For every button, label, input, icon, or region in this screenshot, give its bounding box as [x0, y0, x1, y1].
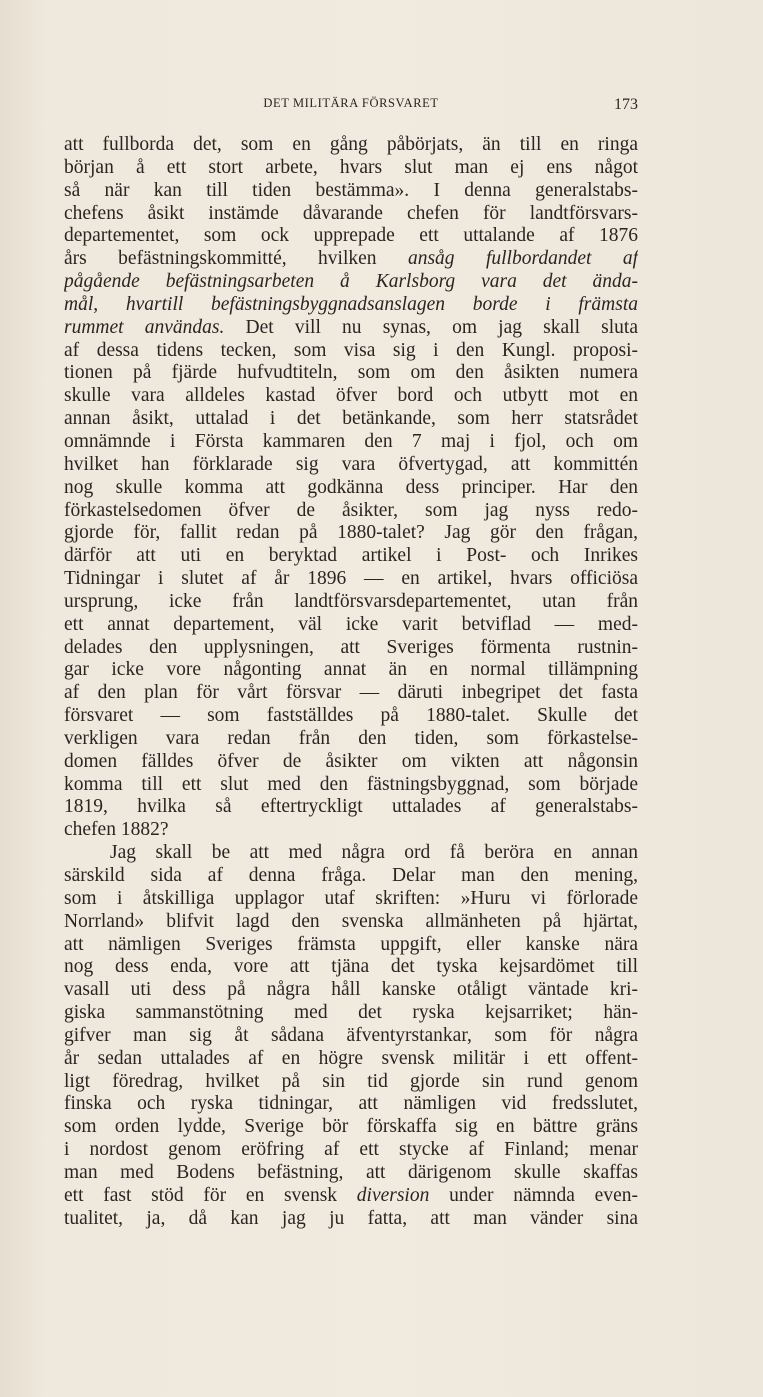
- text-run: domen fälldes öfver de åsikter om vikten att någonsin: [64, 750, 638, 772]
- text-line: [64, 431, 638, 454]
- text-run: annan åsikt, uttalad i det betänkande, som herr statsrådet: [64, 408, 638, 430]
- text-line: [64, 294, 638, 317]
- text-line: [64, 1139, 638, 1162]
- text-run: chefens åsikt instämde dåvarande chefen för landtförsvars-: [64, 202, 638, 224]
- text-run: ett annat departement, väl icke varit betviflad — med-: [64, 613, 638, 635]
- text-run: Jag skall be att med några ord få beröra en annan: [110, 842, 638, 864]
- text-run: 1819, hvilka så eftertryckligt uttalades af generalstabs-: [64, 796, 638, 818]
- text-run: tualitet, ja, då kan jag ju fatta, att man vänder sina: [64, 1207, 638, 1229]
- text-run: års befästningskommitté, hvilken: [64, 248, 408, 270]
- text-run: nog dess enda, vore att tjäna det tyska kejsardömet till: [64, 956, 638, 978]
- text-line: [64, 225, 638, 248]
- text-line: [64, 956, 638, 979]
- body-text: [64, 134, 638, 1231]
- text-line: [64, 1071, 638, 1094]
- text-run: början å ett stort arbete, hvars slut man ej ens något: [64, 156, 638, 178]
- text-line: [64, 728, 638, 751]
- text-line: [64, 865, 638, 888]
- italic-text: mål, hvartill befästningsbyggnadsanslagen borde i främsta: [64, 293, 638, 315]
- text-line: [64, 659, 638, 682]
- text-run: ursprung, icke från landtförsvarsdepartementet, utan från: [64, 590, 638, 612]
- text-line: [64, 591, 638, 614]
- text-line: [64, 705, 638, 728]
- text-line: [64, 500, 638, 523]
- running-head: [64, 96, 638, 120]
- text-run: försvaret — som fastställdes på 1880-talet. Skulle det: [64, 705, 638, 727]
- text-line: [64, 979, 638, 1002]
- text-line: [64, 522, 638, 545]
- text-line: [64, 1185, 638, 1208]
- text-run: att nämligen Sveriges främsta uppgift, eller kanske nära: [64, 933, 638, 955]
- text-run: som orden lydde, Sverige bör förskaffa sig en bättre gräns: [64, 1116, 638, 1138]
- text-run: gjorde för, fallit redan på 1880-talet? Jag gör den frågan,: [64, 522, 638, 544]
- text-line: [64, 408, 638, 431]
- text-run: komma till ett slut med den fästningsbyggnad, som började: [64, 773, 638, 795]
- text-run: omnämnde i Första kammaren den 7 maj i fjol, och om: [64, 430, 638, 452]
- text-line: [64, 796, 638, 819]
- page-number: 173: [614, 96, 638, 113]
- text-run: år sedan uttalades af en högre svensk militär i ett offent-: [64, 1047, 638, 1069]
- text-run: särskild sida af denna fråga. Delar man den mening,: [64, 865, 638, 886]
- text-run: vasall uti dess på några håll kanske otåligt väntade kri-: [64, 979, 638, 1001]
- text-line: [64, 1025, 638, 1048]
- text-line: [64, 1162, 638, 1185]
- italic-text: pågående befästningsarbeten å Karlsborg vara det ända-: [64, 271, 638, 293]
- text-line: [64, 614, 638, 637]
- italic-text: rummet användas.: [64, 316, 225, 338]
- text-run: man med Bodens befästning, att därigenom skulle skaffas: [64, 1161, 638, 1183]
- text-run: tionen på fjärde hufvudtiteln, som om den åsikten numera: [64, 362, 638, 384]
- text-line: [64, 340, 638, 363]
- text-run: Det vill nu synas, om jag skall sluta: [224, 316, 638, 338]
- text-run: Tidningar i slutet af år 1896 — en artikel, hvars officiösa: [64, 568, 638, 590]
- text-line: [64, 362, 638, 385]
- text-run: under nämnda even-: [429, 1184, 638, 1206]
- text-line: [64, 888, 638, 911]
- text-line: [64, 1093, 638, 1116]
- text-run: nog skulle komma att godkänna dess principer. Har den: [64, 476, 638, 498]
- text-run: så när kan till tiden bestämma». I denna generalstabs-: [64, 179, 638, 201]
- text-run: ett fast stöd för en svensk: [64, 1184, 357, 1206]
- italic-text: ansåg fullbordandet af: [407, 248, 638, 270]
- text-line: [64, 1208, 638, 1231]
- text-line: [64, 751, 638, 774]
- text-line: [64, 454, 638, 477]
- text-line: [64, 842, 638, 865]
- text-line: [64, 774, 638, 797]
- text-run: därför att uti en beryktad artikel i Post- och Inrikes: [64, 545, 638, 567]
- italic-text: diversion: [356, 1184, 430, 1206]
- text-run: af den plan för vårt försvar — däruti inbegripet det fasta: [64, 682, 638, 704]
- text-run: skulle vara alldeles kastad öfver bord och utbytt mot en: [64, 385, 638, 407]
- text-run: finska och ryska tidningar, att nämligen vid fredsslutet,: [64, 1093, 638, 1115]
- text-line: [64, 385, 638, 408]
- text-line: [64, 317, 638, 340]
- text-run: hvilket han förklarade sig vara öfvertygad, att kommittén: [64, 453, 638, 475]
- text-line: [64, 180, 638, 203]
- text-line: [64, 134, 638, 157]
- text-line: [64, 248, 638, 271]
- text-run: af dessa tidens tecken, som visa sig i den Kungl. proposi-: [64, 339, 638, 361]
- text-line: [64, 682, 638, 705]
- text-line: [64, 157, 638, 180]
- text-run: gifver man sig åt sådana äfventyrstankar, som för några: [64, 1024, 638, 1046]
- text-run: ligt föredrag, hvilket på sin tid gjorde sin rund genom: [64, 1070, 638, 1092]
- text-line: [64, 934, 638, 957]
- text-line: [64, 911, 638, 934]
- text-run: verkligen vara redan från den tiden, som förkastelse-: [64, 727, 638, 749]
- text-run: gar icke vore någonting annat än en normal tillämpning: [64, 659, 638, 681]
- text-run: i nordost genom eröfring af ett stycke af Finland; menar: [64, 1139, 638, 1161]
- text-line: [64, 568, 638, 591]
- text-run: som i åtskilliga upplagor utaf skriften: »Huru vi förlorade: [64, 887, 638, 909]
- text-line: [64, 1048, 638, 1071]
- text-run: giska sammanstötning med det ryska kejsarriket; hän-: [64, 1002, 638, 1024]
- text-run: delades den upplysningen, att Sveriges förmenta rustnin-: [64, 636, 638, 658]
- text-line: [64, 1002, 638, 1025]
- text-run: Norrland» blifvit lagd den svenska allmänheten på hjärtat,: [64, 910, 638, 932]
- text-line: [64, 1116, 638, 1139]
- text-line: [64, 271, 638, 294]
- text-line: [64, 545, 638, 568]
- text-line: [64, 203, 638, 226]
- text-run: förkastelsedomen öfver de åsikter, som jag nyss redo-: [64, 499, 638, 521]
- text-line: [64, 637, 638, 660]
- text-run: chefen 1882?: [64, 819, 169, 841]
- text-run: departementet, som ock upprepade ett uttalande af 1876: [64, 225, 638, 247]
- text-line: [64, 819, 638, 842]
- text-line: [64, 477, 638, 500]
- text-run: att fullborda det, som en gång påbörjats, än till en ringa: [64, 134, 638, 155]
- running-title: DET MILITÄRA FÖRSVARET: [263, 96, 439, 110]
